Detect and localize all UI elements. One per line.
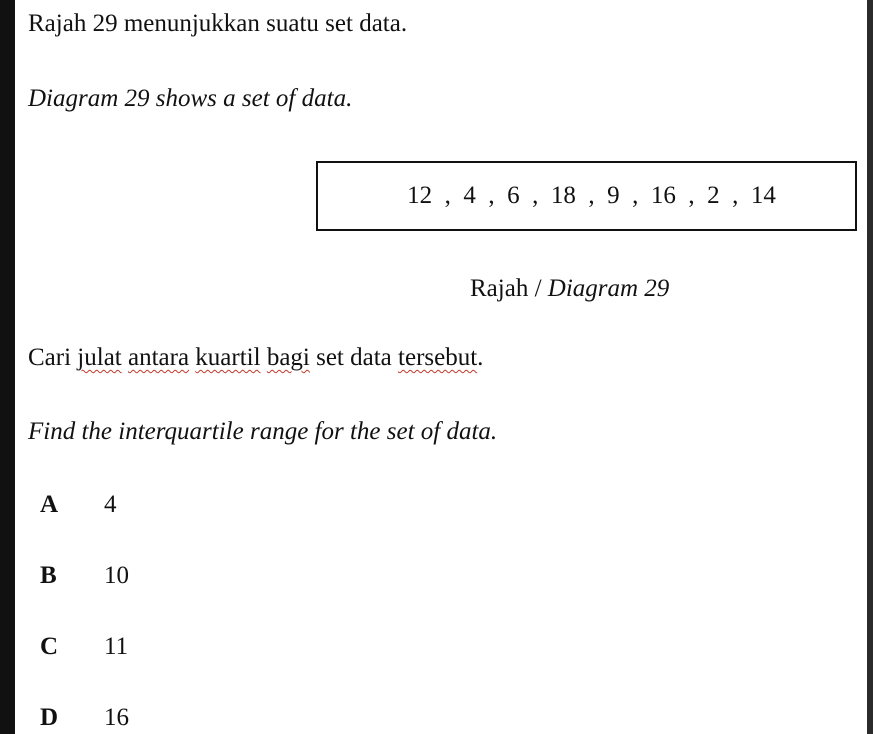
option-b[interactable] (40, 563, 129, 588)
caption-english: Diagram 29 (547, 275, 670, 302)
prompt-word-flagged: kuartil (195, 344, 261, 371)
option-c[interactable] (40, 634, 128, 659)
prompt-word-flagged: tersebut (398, 344, 478, 371)
option-letter: B (40, 562, 57, 589)
option-a[interactable] (40, 492, 117, 517)
option-letter: A (40, 491, 59, 518)
right-edge-bar (867, 0, 873, 734)
option-d[interactable] (40, 705, 129, 730)
left-edge-bar (0, 0, 15, 734)
option-value: 11 (104, 633, 129, 660)
option-letter: D (40, 704, 59, 731)
option-value: 10 (104, 562, 129, 589)
caption-malay: Rajah / (470, 275, 548, 302)
prompt-word-flagged: bagi (266, 344, 310, 371)
question-intro-english: Diagram 29 shows a set of data. (28, 85, 353, 112)
diagram-caption (470, 276, 669, 301)
prompt-word: Cari (28, 344, 72, 371)
question-prompt-english: Find the interquartile range for the set of data. (28, 418, 498, 445)
option-value: 16 (104, 704, 129, 731)
question-prompt-malay (28, 345, 483, 370)
question-intro-malay: Rajah 29 menunjukkan suatu set data. (28, 10, 408, 37)
data-set-values: 12 , 4 , 6 , 18 , 9 , 16 , 2 , 14 (407, 182, 776, 209)
prompt-word-flagged: julat (77, 344, 122, 371)
prompt-word-flagged: antara (127, 344, 190, 371)
option-letter: C (40, 633, 59, 660)
option-value: 4 (104, 491, 117, 518)
prompt-word: set data (316, 344, 392, 371)
prompt-period: . (477, 344, 484, 371)
data-set-box (316, 161, 857, 231)
